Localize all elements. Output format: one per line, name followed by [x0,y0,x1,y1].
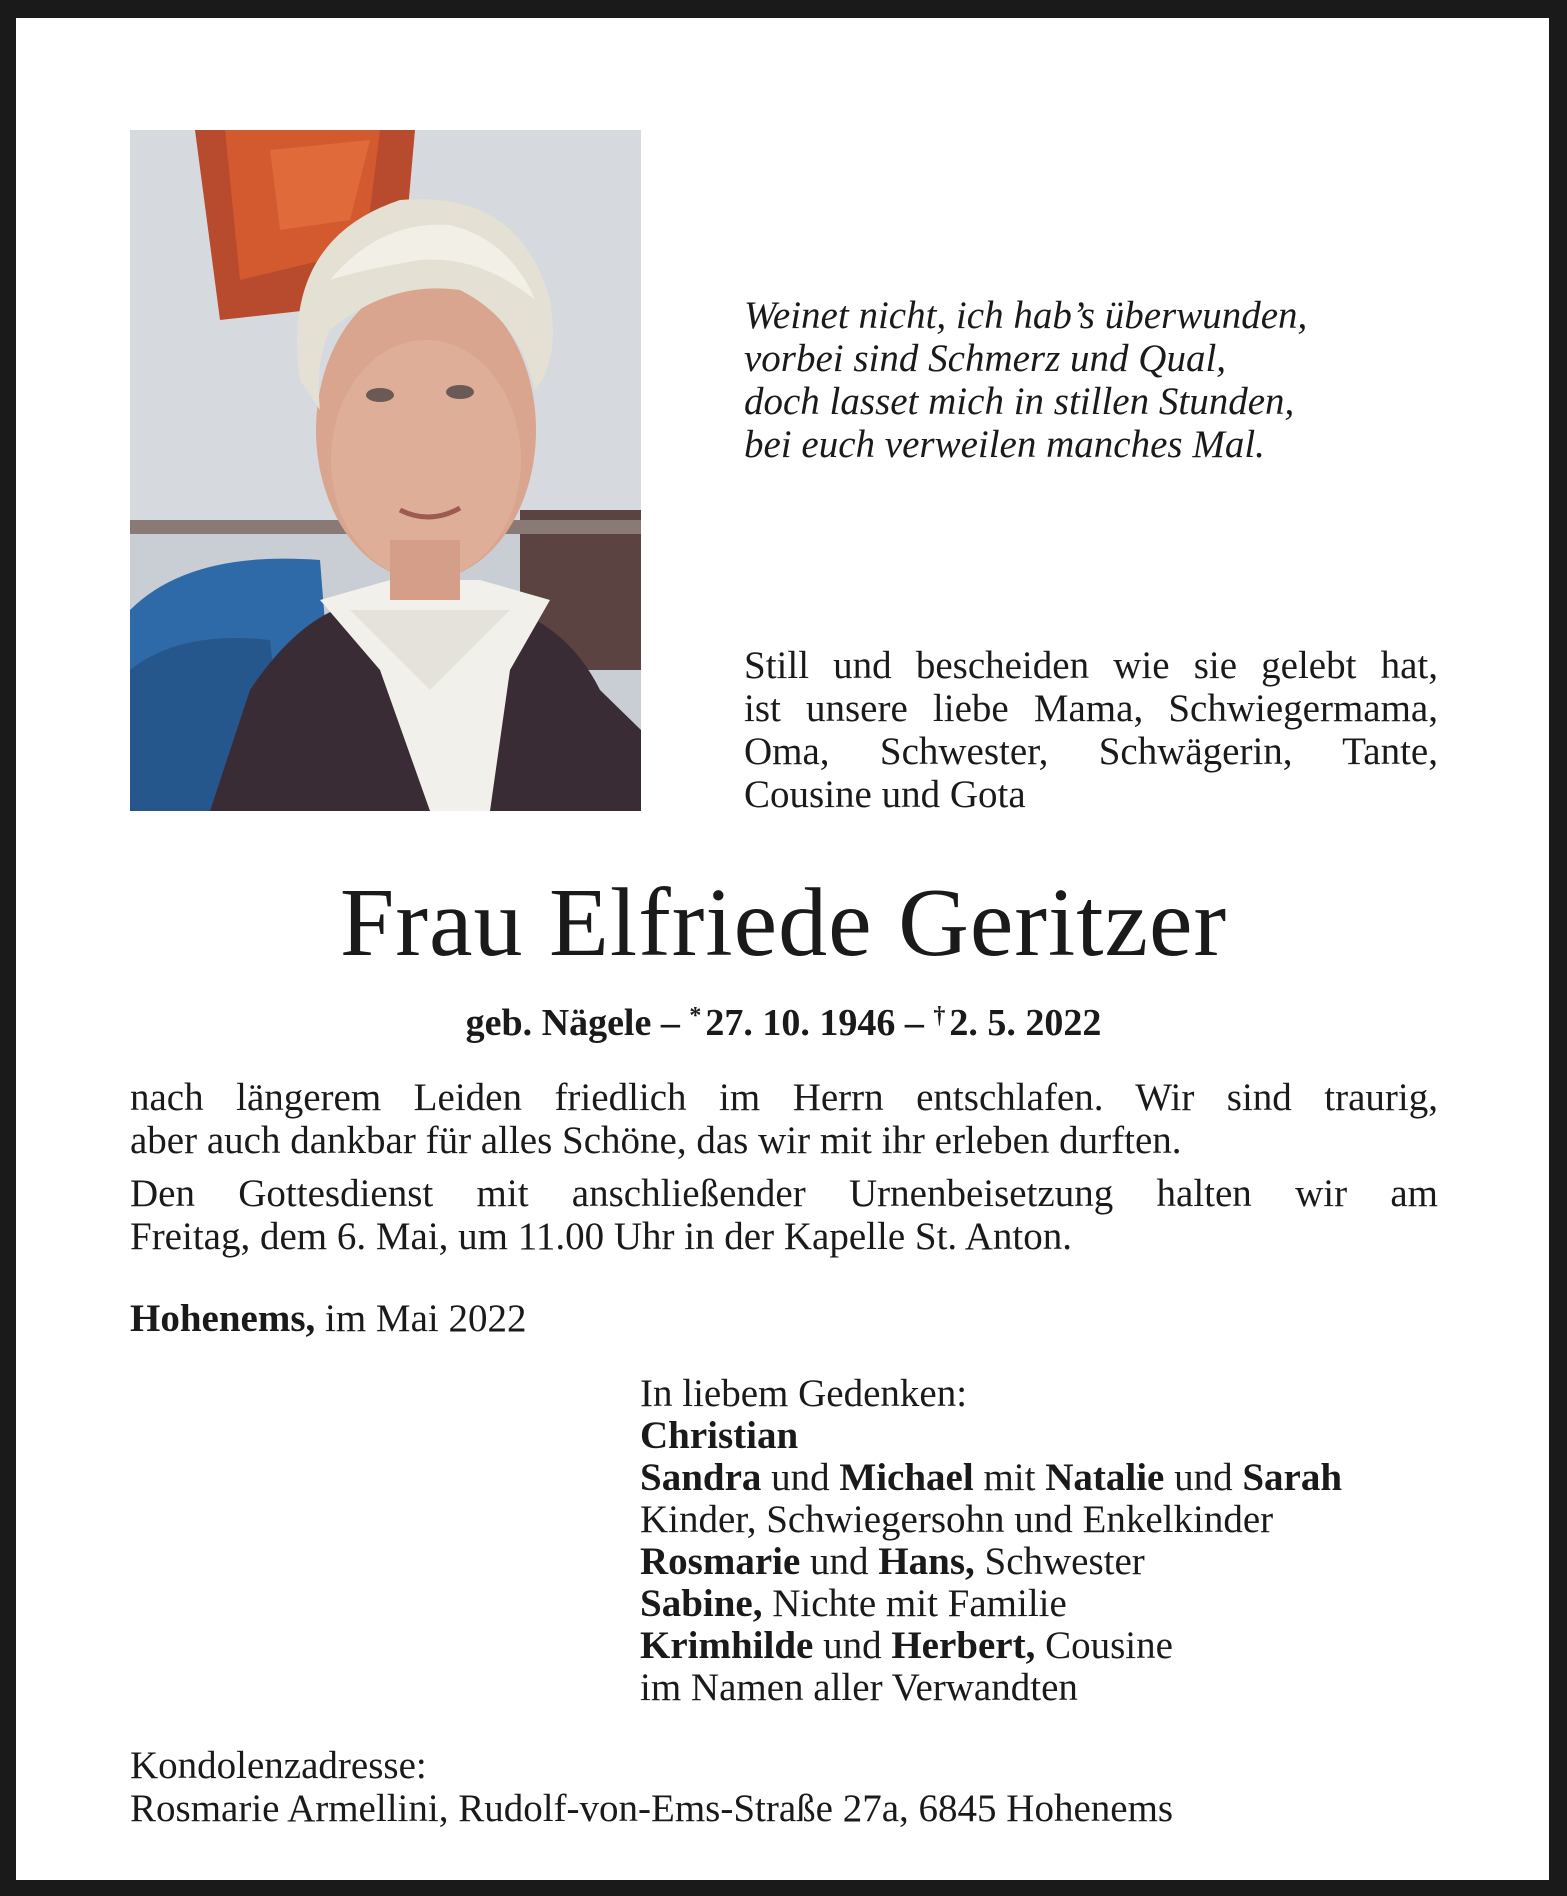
conjunction: und [823,1624,882,1667]
poem-line: vorbei sind Schmerz und Qual, [744,337,1227,380]
condolence-address [130,1744,1173,1830]
paragraph-passing [130,1076,1438,1162]
mourner-name: Sandra [640,1456,762,1499]
death-date: 2. 5. 2022 [949,1002,1102,1044]
mourner-name: Sabine, [640,1582,763,1625]
mourner-name: Krimhilde [640,1624,814,1667]
intro-text [744,644,1438,816]
mourner-name: Christian [640,1414,799,1457]
poem-verse [744,294,1444,466]
conjunction: und [810,1540,869,1583]
dash: – [904,1002,924,1044]
intro-line: Cousine und Gota [744,773,1026,816]
conjunction: und [771,1456,830,1499]
mourners-closing: im Namen aller Verwandten [640,1666,1078,1709]
intro-line: Oma, Schwester, Schwägerin, Tante, [744,730,1438,773]
body-line: nach längerem Leiden friedlich im Herrn entschlafen. Wir sind traurig, [130,1076,1438,1119]
portrait-image [130,130,641,811]
place-month: im Mai 2022 [325,1297,527,1340]
intro-line: ist unsere liebe Mama, Schwiegermama, [744,687,1438,730]
body-line: Freitag, dem 6. Mai, um 11.00 Uhr in der Kapelle St. Anton. [130,1215,1072,1258]
mourner-relation: Kinder, Schwiegersohn und Enkelkinder [640,1498,1274,1541]
body-line: aber auch dankbar für alles Schöne, das wir mit ihr erleben durften. [130,1119,1182,1162]
deceased-name: Frau Elfriede Geritzer [339,869,1228,977]
poem-line: bei euch verweilen manches Mal. [744,423,1265,466]
birth-date: 27. 10. 1946 [705,1002,896,1044]
mourner-name: Sarah [1242,1456,1343,1499]
mourner-line [640,1415,1342,1457]
poem-line: doch lasset mich in stillen Stunden, [744,380,1295,423]
place-date [130,1297,527,1340]
mourner-relation: Nichte mit Familie [772,1582,1067,1625]
mourner-name: Rosmarie [640,1540,801,1583]
poem-line: Weinet nicht, ich hab’s überwunden, [744,294,1308,337]
birth-name: geb. Nägele [465,1002,652,1044]
conjunction: und [1174,1456,1233,1499]
paragraph-service [130,1172,1438,1258]
dash: – [660,1002,680,1044]
mourner-relation: Schwester [984,1540,1145,1583]
mourner-name: Michael [839,1456,974,1499]
condolence-address-line: Rosmarie Armellini, Rudolf-von-Ems-Straße 27a, 6845 Hohenems [130,1787,1174,1830]
intro-line: Still und bescheiden wie sie gelebt hat, [744,644,1438,687]
mourner-line [640,1541,1342,1583]
birth-symbol: * [689,1003,702,1029]
body-line: Den Gottesdienst mit anschließender Urnenbeisetzung halten wir am [130,1172,1438,1215]
mourner-line [640,1457,1342,1499]
place-town: Hohenems, [130,1297,316,1340]
life-dates [0,993,1567,1046]
mourner-line [640,1625,1342,1667]
conjunction: mit [983,1456,1036,1499]
mourner-name: Natalie [1045,1456,1165,1499]
death-symbol: † [933,1003,946,1029]
mourners-heading: In liebem Gedenken: [640,1372,968,1415]
mourner-line [640,1583,1342,1625]
mourner-name: Hans, [878,1540,975,1583]
mourner-relation: Cousine [1045,1624,1173,1667]
mourner-name: Herbert, [891,1624,1036,1667]
announcement-body [130,1076,1438,1258]
condolence-label: Kondolenzadresse: [130,1744,427,1787]
mourners-list [640,1373,1342,1709]
portrait-photo [130,130,641,811]
